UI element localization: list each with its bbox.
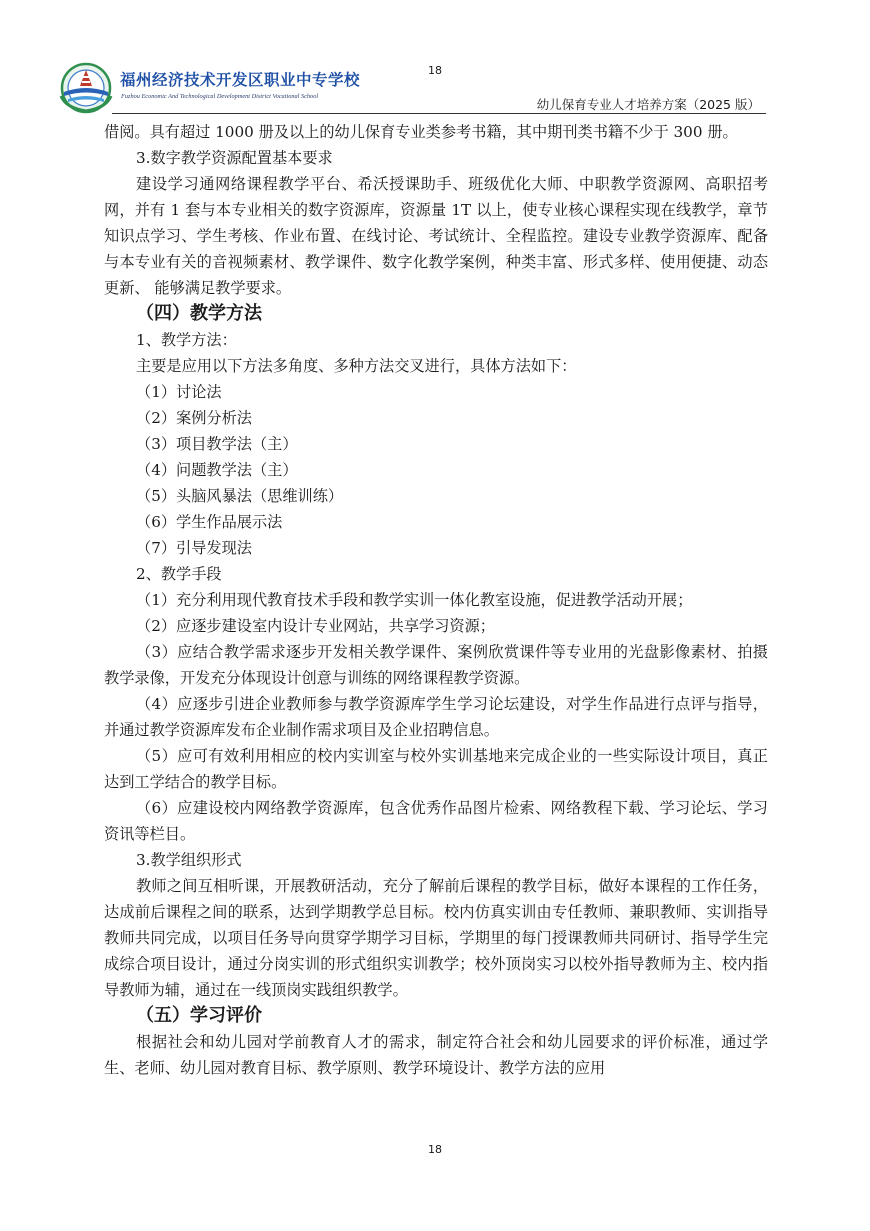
paragraph-digital-resources: 建设学习通网络课程教学平台、希沃授课助手、班级优化大师、中职教学资源网、高职招考网，并有 1 套与本专业相关的数字资源库，资源量 1T 以上，使专业核心课程实现在线教学，章节知识点学习、学生考核、作业布置、在线讨论、考试统计、全程监控。建设专业教学资源库、配备与本专业有关的音视频素材、教学课件、数字化教学案例，种类丰富、形式多样、使用便捷、动态更新、 能够满足教学要求。: [104, 175, 768, 297]
method-item: （5）头脑风暴法（思维训练）: [136, 487, 344, 505]
method-item: （2）案例分析法: [136, 409, 252, 427]
means-item: （6）应建设校内网络教学资源库，包含优秀作品图片检索、网络教程下载、学习论坛、学习资讯等栏目。: [104, 799, 768, 843]
paragraph-books: 借阅。具有超过 1000 册及以上的幼儿保育专业类参考书籍，其中期刊类书籍不少于 300 册。: [104, 123, 738, 141]
means-title: 2、教学手段: [136, 565, 222, 583]
page-number-bottom: 18: [428, 1143, 442, 1156]
paragraph-organization: 教师之间互相听课，开展教研活动，充分了解前后课程的教学目标，做好本课程的工作任务，达成前后课程之间的联系，达到学期教学总目标。校内仿真实训由专任教师、兼职教师、实训指导教师共同完成，以项目任务导向贯穿学期学习目标，学期里的每门授课教师共同研讨、指导学生完成综合项目设计，通过分岗实训的形式组织实训教学；校外顶岗实习以校外指导教师为主、校内指导教师为辅，通过在一线顶岗实践组织教学。: [104, 877, 768, 999]
school-name-en: Fuzhou Economic And Technological Development District Vocational School: [121, 93, 319, 100]
section-3-title: 3.数字教学资源配置基本要求: [136, 149, 333, 167]
method-item: （4）问题教学法（主）: [136, 461, 298, 479]
methods-intro: 主要是应用以下方法多角度、多种方法交叉进行，具体方法如下：: [136, 357, 577, 375]
means-item: （4）应逐步引进企业教师参与教学资源库学生学习论坛建设，对学生作品进行点评与指导，并通过教学资源库发布企业制作需求项目及企业招聘信息。: [104, 695, 768, 739]
means-item: （1）充分利用现代教育技术手段和教学实训一体化教室设施，促进教学活动开展；: [136, 591, 693, 609]
school-emblem-icon: [56, 62, 116, 114]
organization-title: 3.教学组织形式: [136, 851, 242, 869]
means-item: （5）应可有效利用相应的校内实训室与校外实训基地来完成企业的一些实际设计项目，真正达到工学结合的教学目标。: [104, 747, 768, 791]
header-divider: [112, 113, 766, 114]
means-item: （2）应逐步建设室内设计专业网站，共享学习资源；: [136, 617, 495, 635]
document-title: 幼儿保育专业人才培养方案（2025 版）: [536, 97, 760, 112]
paragraph-evaluation: 根据社会和幼儿园对学前教育人才的需求，制定符合社会和幼儿园要求的评价标准，通过学生、老师、幼儿园对教育目标、教学原则、教学环境设计、教学方法的应用: [104, 1033, 768, 1077]
heading-teaching-methods: （四）教学方法: [136, 303, 262, 324]
means-item: （3）应结合教学需求逐步开发相关教学课件、案例欣赏课件等专业用的光盘影像素材、拍摄教学录像，开发充分体现设计创意与训练的网络课程教学资源。: [104, 643, 768, 687]
heading-learning-evaluation: （五）学习评价: [136, 1005, 262, 1026]
method-item: （7）引导发现法: [136, 539, 252, 557]
methods-title: 1、教学方法：: [136, 331, 237, 349]
method-item: （1）讨论法: [136, 383, 222, 401]
page-number-top: 18: [428, 64, 442, 77]
method-item: （3）项目教学法（主）: [136, 435, 298, 453]
school-name-cn: 福州经济技术开发区职业中专学校: [120, 71, 361, 89]
method-item: （6）学生作品展示法: [136, 513, 283, 531]
page-content: [104, 119, 768, 1081]
